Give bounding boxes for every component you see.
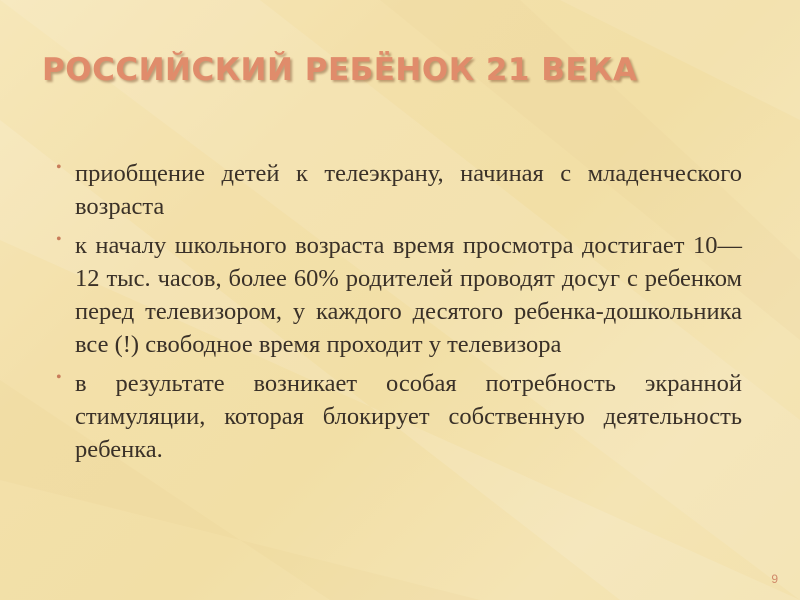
bullet-marker: • (56, 231, 62, 248)
bullet-item (56, 367, 742, 466)
bullet-marker: • (56, 369, 62, 386)
bullet-text: приобщение детей к телеэкрану, начиная с младенческого возраста (75, 160, 742, 220)
bullet-text: в результате возникает особая потребность экранной стимуляции, которая блокирует собственную деятельность ребенка. (75, 370, 742, 463)
page-number: 9 (771, 572, 778, 586)
bullet-marker: • (56, 159, 62, 176)
slide-title: РОССИЙСКИЙ РЕБЁНОК 21 ВЕКА (42, 52, 638, 88)
bullet-item (56, 157, 742, 223)
bullet-list (56, 157, 742, 472)
bullet-item (56, 229, 742, 361)
bullet-text: к началу школьного возраста время просмотра достигает 10—12 тыс. часов, более 60% родителей проводят досуг с ребенком перед телевизором, у каждого десятого ребенка-дошкольника все (!) свободное время проходит у телевизора (75, 232, 742, 358)
